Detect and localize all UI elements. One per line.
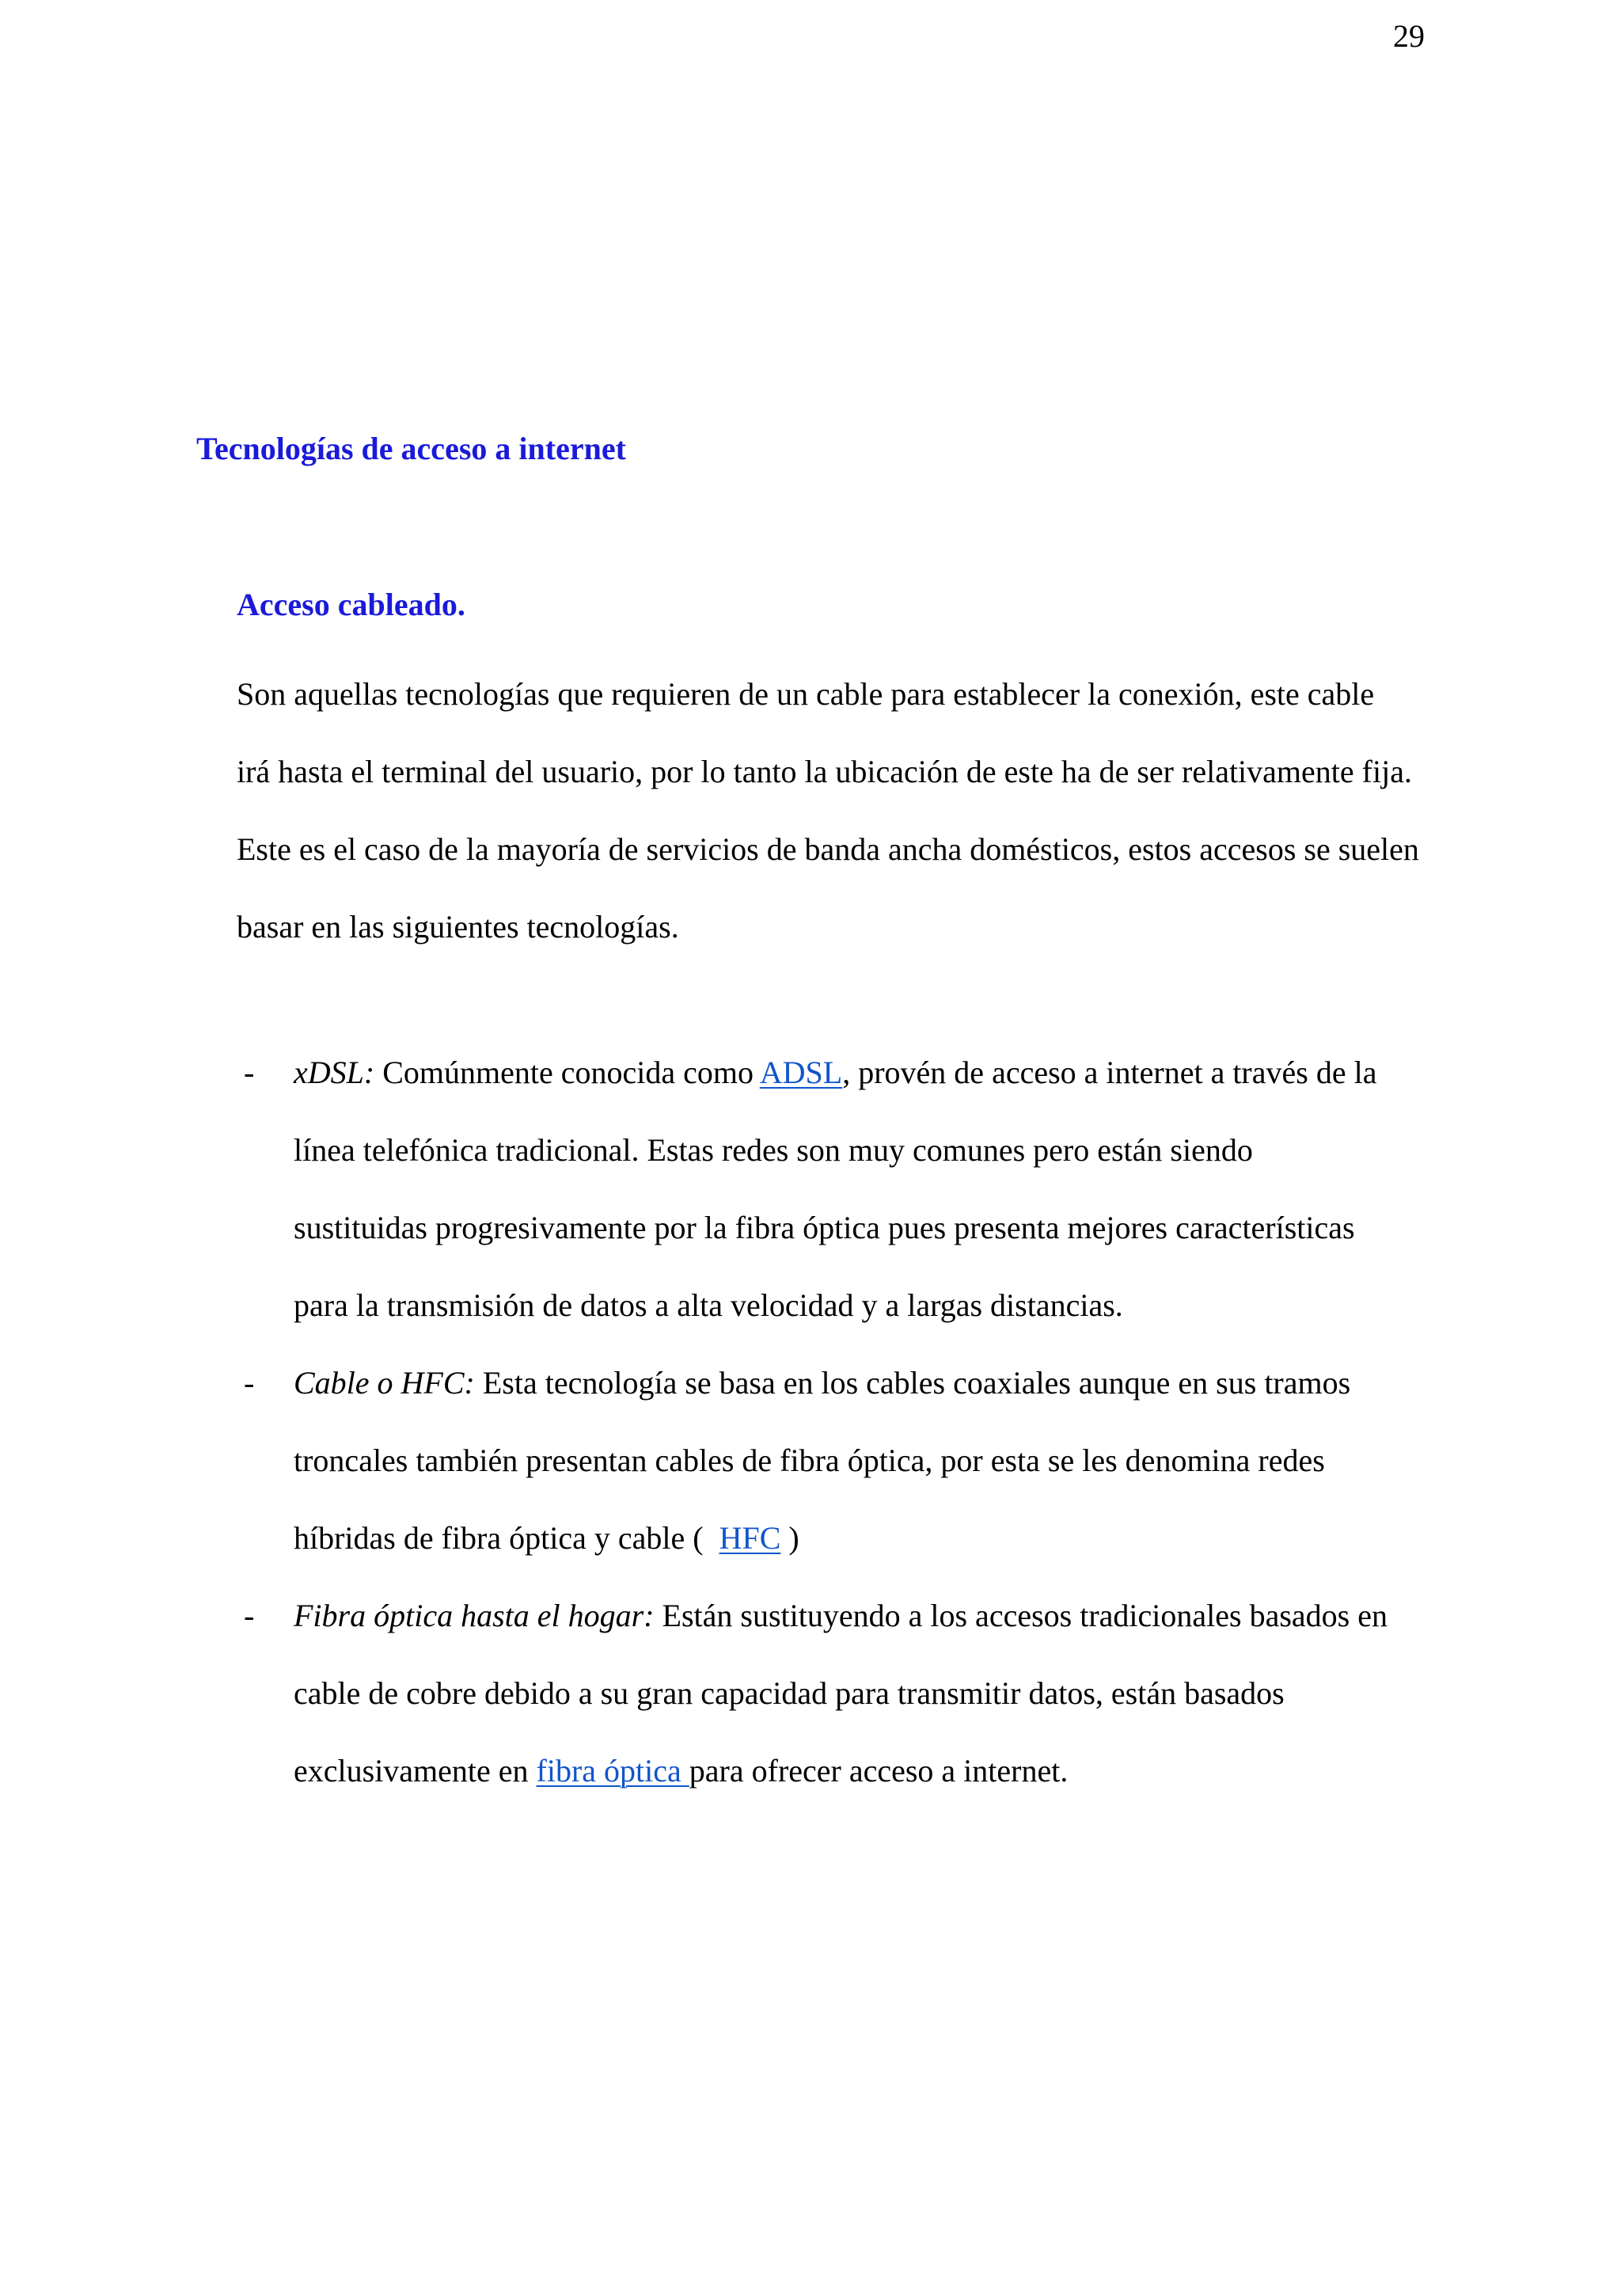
list-item-line: troncales también presentan cables de fibra óptica, por esta se les denomina redes	[294, 1443, 1325, 1478]
section-heading: Tecnologías de acceso a internet	[196, 431, 626, 466]
list-item-line: para la transmisión de datos a alta velocidad y a largas distancias.	[294, 1287, 1123, 1323]
technology-list	[196, 1034, 1431, 1810]
term-hfc: Cable o HFC:	[294, 1365, 475, 1401]
list-item-line	[294, 1732, 1431, 1810]
intro-paragraph	[196, 656, 1423, 966]
adsl-link[interactable]: ADSL	[759, 1055, 843, 1090]
list-item-ftth	[196, 1577, 1431, 1810]
item-text: para ofrecer acceso a internet.	[689, 1753, 1069, 1789]
list-item-line	[294, 1344, 1431, 1422]
intro-line: Son aquellas tecnologías que requieren de un cable para establecer la conexión, este cable	[237, 676, 1375, 712]
intro-line: Este es el caso de la mayoría de servicios de banda ancha domésticos, estos accesos se suelen	[237, 831, 1419, 867]
list-bullet: -	[244, 1598, 255, 1633]
page-number: 29	[1393, 18, 1425, 54]
item-text: , provén de acceso a internet a través de la	[842, 1055, 1377, 1090]
hfc-link[interactable]: HFC	[719, 1520, 781, 1556]
list-item-xdsl	[196, 1034, 1431, 1344]
list-item-hfc	[196, 1344, 1431, 1577]
list-item-line: línea telefónica tradicional. Estas redes son muy comunes pero están siendo	[294, 1132, 1253, 1168]
list-bullet: -	[244, 1055, 255, 1090]
item-text: Comúnmente conocida como	[374, 1055, 760, 1090]
item-text: Esta tecnología se basa en los cables coaxiales aunque en sus tramos	[474, 1365, 1351, 1401]
intro-line: irá hasta el terminal del usuario, por lo tanto la ubicación de este ha de ser relativamente fija.	[237, 754, 1412, 789]
list-item-line	[294, 1034, 1431, 1112]
fibra-optica-link[interactable]: fibra óptica	[536, 1753, 689, 1789]
intro-line: basar en las siguientes tecnologías.	[237, 909, 679, 945]
list-item-line: cable de cobre debido a su gran capacidad para transmitir datos, están basados	[294, 1675, 1285, 1711]
subsection-heading: Acceso cableado.	[237, 587, 465, 622]
list-item-line: sustituidas progresivamente por la fibra óptica pues presenta mejores características	[294, 1210, 1355, 1245]
item-text: Están sustituyendo a los accesos tradicionales basados en	[654, 1598, 1388, 1633]
term-xdsl: xDSL:	[294, 1055, 375, 1090]
term-ftth: Fibra óptica hasta el hogar:	[294, 1598, 655, 1633]
item-text: )	[780, 1520, 799, 1556]
list-bullet: -	[244, 1365, 255, 1401]
item-text: exclusivamente en	[294, 1753, 537, 1789]
item-text: híbridas de fibra óptica y cable (	[294, 1520, 719, 1556]
list-item-line	[294, 1500, 1431, 1577]
list-item-line	[294, 1577, 1431, 1655]
